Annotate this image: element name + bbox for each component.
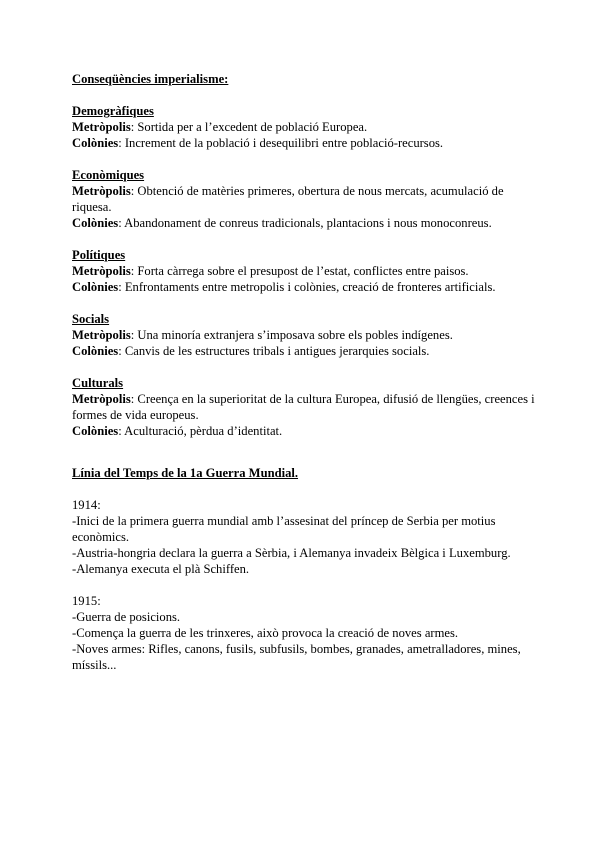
colonies-label: Colònies <box>72 424 119 438</box>
colonies-text: : Increment de la població i desequilibri entre població-recursos. <box>118 136 444 150</box>
timeline-item: -Noves armes: Rifles, canons, fusils, subfusils, bombes, granades, ametralladores, mines, míssils... <box>72 642 521 672</box>
year-label: 1915: <box>72 594 101 608</box>
timeline-item: -Austria-hongria declara la guerra a Sèrbia, i Alemanya invadeix Bèlgica i Luxemburg. <box>72 546 511 560</box>
colonies-label: Colònies <box>72 344 119 358</box>
section-demografiques <box>72 103 542 151</box>
document-page <box>72 71 542 673</box>
year-label: 1914: <box>72 498 101 512</box>
timeline-item: -Comença la guerra de les trinxeres, això provoca la creació de noves armes. <box>72 626 459 640</box>
metropolis-row <box>72 183 542 215</box>
colonies-row <box>72 343 542 359</box>
metropolis-row <box>72 119 542 135</box>
colonies-text: : Canvis de les estructures tribals i antigues jerarquies socials. <box>118 344 430 358</box>
colonies-text: : Enfrontaments entre metropolis i colònies, creació de fronteres artificials. <box>118 280 496 294</box>
metropolis-label: Metròpolis <box>72 184 131 198</box>
section-heading: Culturals <box>72 376 124 390</box>
colonies-text: : Abandonament de conreus tradicionals, plantacions i nous monoconreus. <box>118 216 492 230</box>
year-block-1915 <box>72 593 542 673</box>
section-heading: Polítiques <box>72 248 126 262</box>
metropolis-text: : Obtenció de matèries primeres, obertura de nous mercats, acumulació de riquesa. <box>72 184 504 214</box>
metropolis-label: Metròpolis <box>72 392 131 406</box>
year-block-1914 <box>72 497 542 577</box>
colonies-label: Colònies <box>72 136 119 150</box>
section-heading: Socials <box>72 312 110 326</box>
timeline-item: -Guerra de posicions. <box>72 610 181 624</box>
colonies-row <box>72 423 542 439</box>
metropolis-row <box>72 391 542 423</box>
metropolis-label: Metròpolis <box>72 120 131 134</box>
metropolis-row <box>72 327 542 343</box>
colonies-label: Colònies <box>72 216 119 230</box>
section-culturals <box>72 375 542 439</box>
colonies-text: : Aculturació, pèrdua d’identitat. <box>118 424 283 438</box>
metropolis-text: : Una minoría extranjera s’imposava sobre els pobles indígenes. <box>130 328 453 342</box>
metropolis-label: Metròpolis <box>72 264 131 278</box>
timeline-title: Línia del Temps de la 1a Guerra Mundial. <box>72 466 299 480</box>
metropolis-row <box>72 263 542 279</box>
metropolis-text: : Creença en la superioritat de la cultura Europea, difusió de llengües, creences i formes de vida europeus. <box>72 392 535 422</box>
spacer <box>72 87 542 103</box>
section-politiques <box>72 247 542 295</box>
section-economiques <box>72 167 542 231</box>
colonies-row <box>72 135 542 151</box>
timeline-item: -Alemanya executa el plà Schiffen. <box>72 562 250 576</box>
metropolis-text: : Forta càrrega sobre el presupost de l’estat, conflictes entre paisos. <box>130 264 469 278</box>
timeline-item: -Inici de la primera guerra mundial amb l’assesinat del príncep de Serbia per motius econòmics. <box>72 514 496 544</box>
page-title: Conseqüències imperialisme: <box>72 72 229 86</box>
section-heading: Demogràfiques <box>72 104 154 118</box>
section-heading: Econòmiques <box>72 168 145 182</box>
metropolis-text: : Sortida per a l’excedent de població Europea. <box>130 120 368 134</box>
colonies-row <box>72 215 542 231</box>
section-socials <box>72 311 542 359</box>
colonies-label: Colònies <box>72 280 119 294</box>
metropolis-label: Metròpolis <box>72 328 131 342</box>
colonies-row <box>72 279 542 295</box>
